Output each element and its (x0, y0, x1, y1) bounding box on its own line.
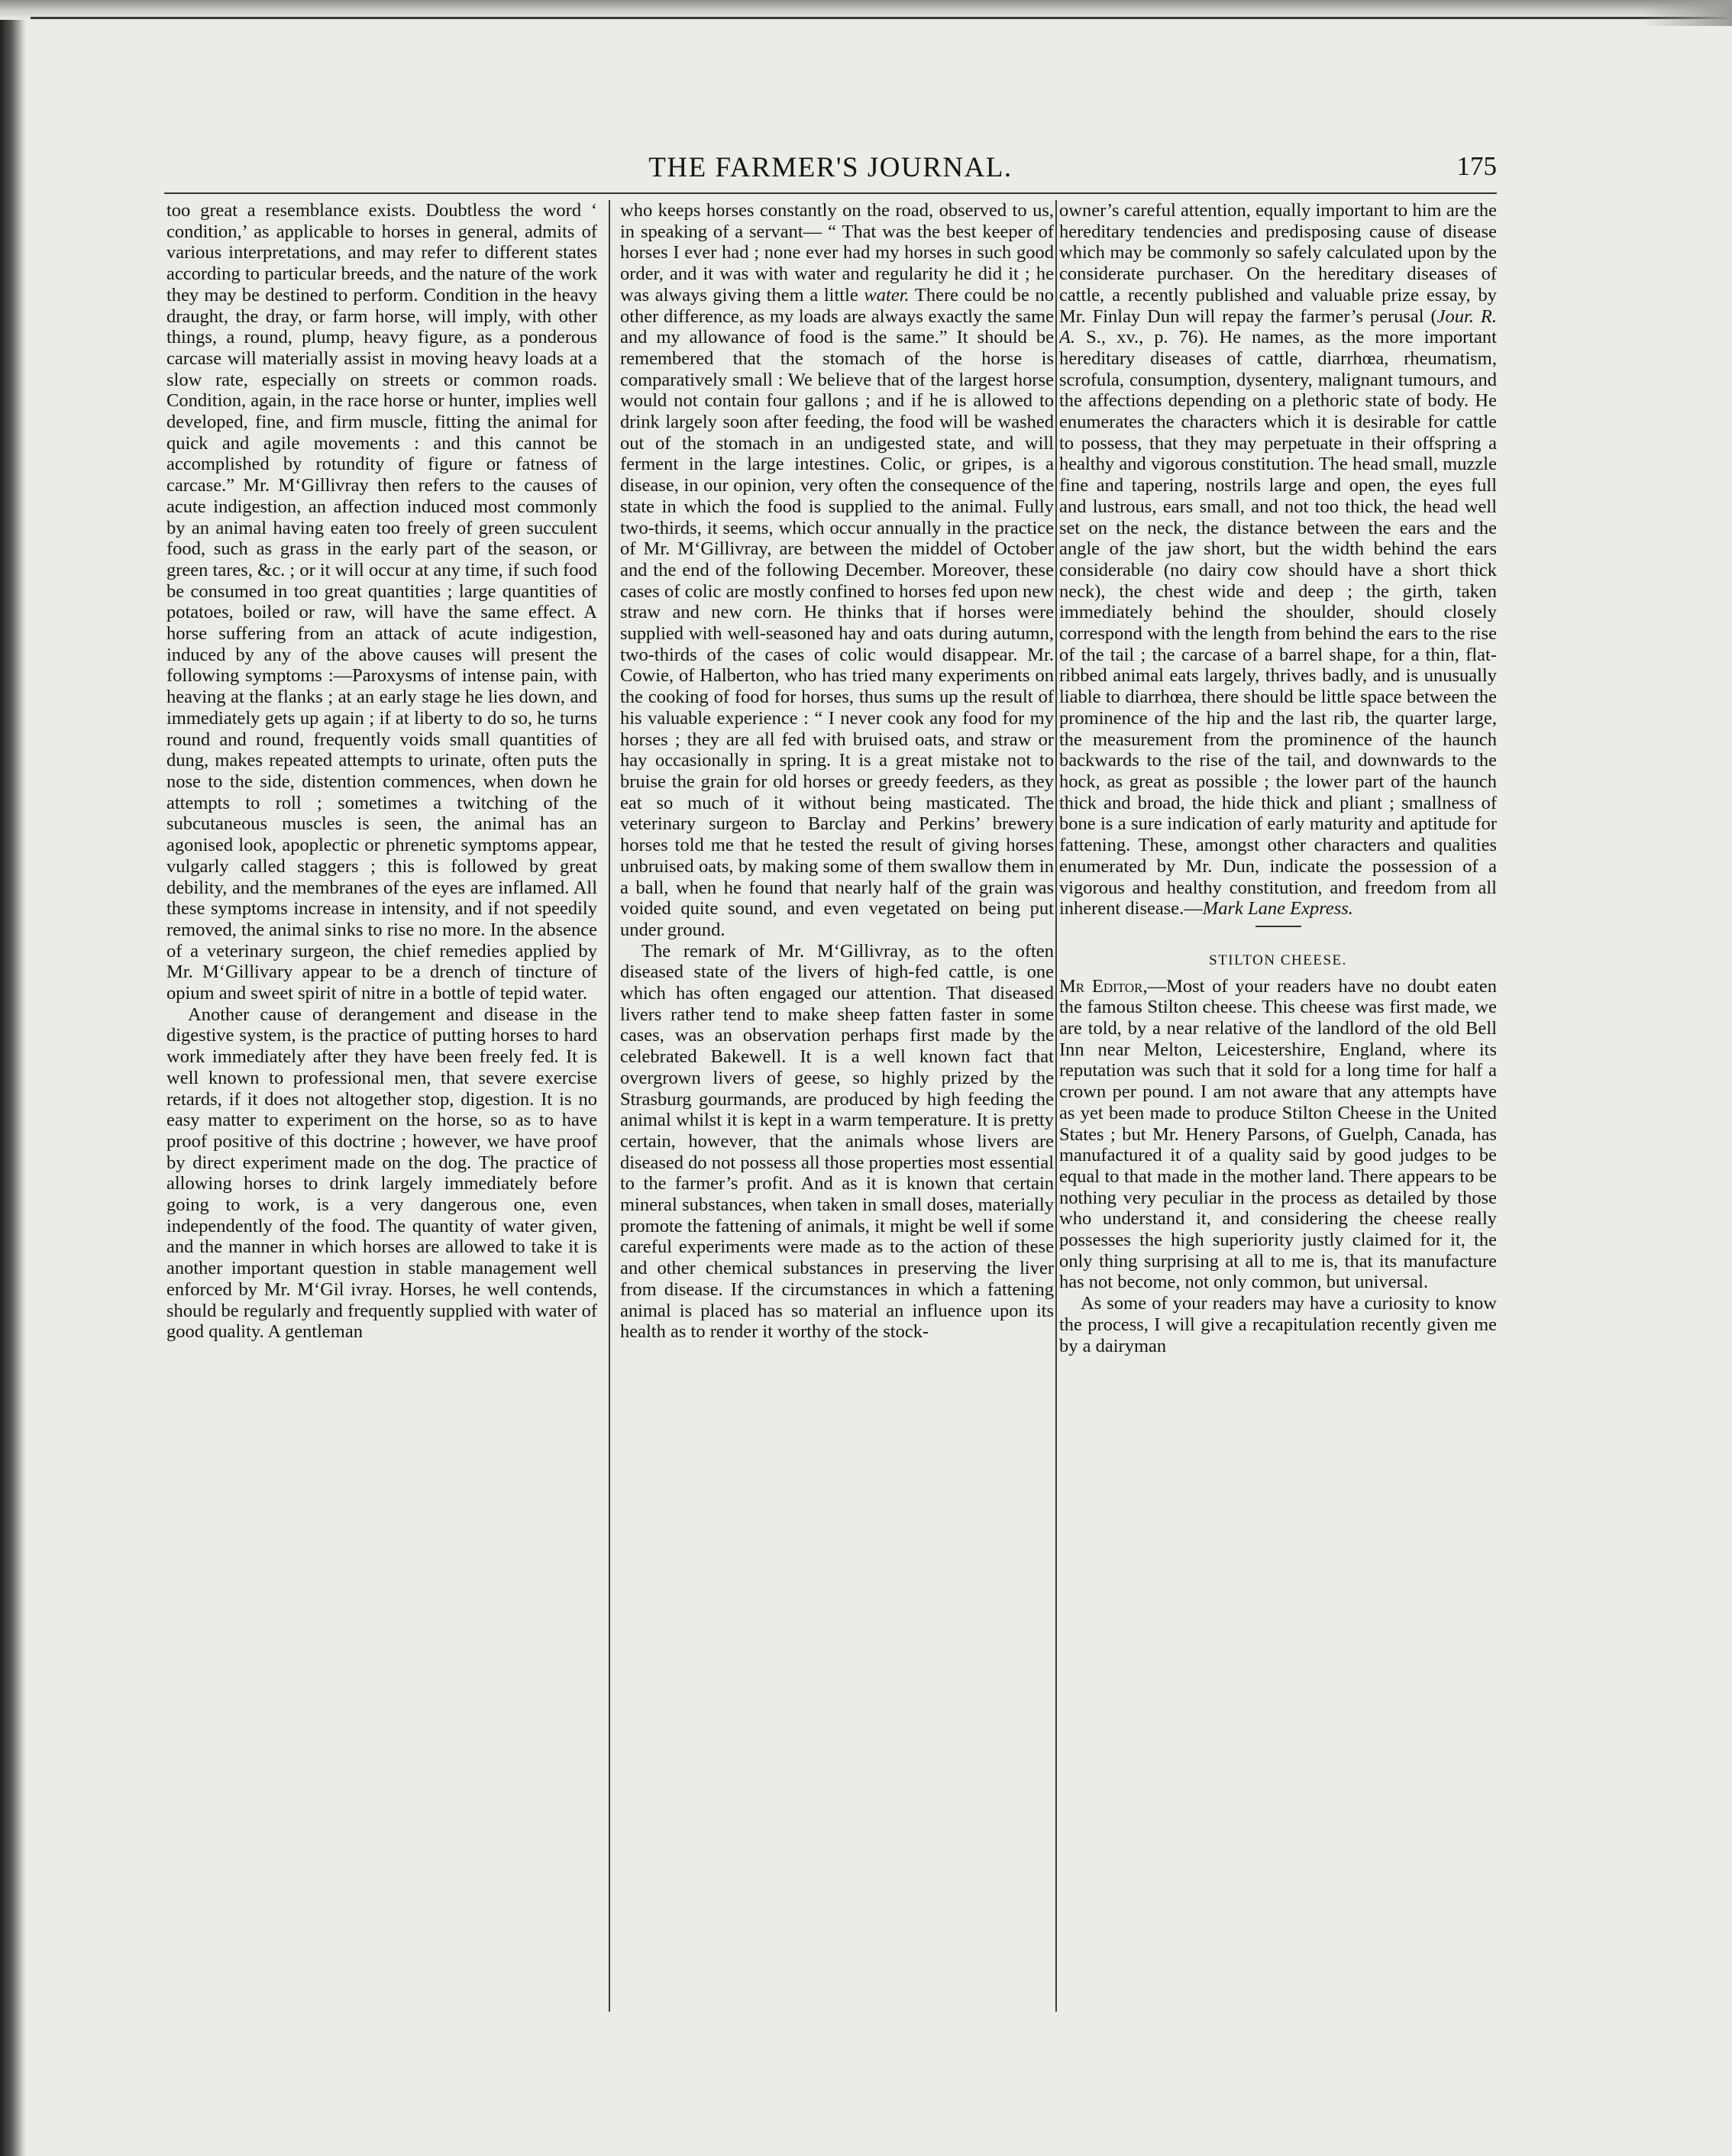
letter-paragraph (1059, 976, 1497, 1294)
body-paragraph: too great a resemblance exists. Doubtless the word ‘ condition,’ as applicable to horses in general, admits of various interpretations, and may refer to different states according to particular breeds, and the nature of the work they may be destined to perform. Condition in the heavy draught, the dray, or farm horse, will imply, with other things, a round, plump, heavy figure, as a ponderous carcase will materially assist in moving heavy loads at a slow rate, especially on streets or common roads. Condition, again, in the race horse or hunter, implies well developed, fine, and firm muscle, fitting the animal for quick and agile movements : and this cannot be accomplished by rotundity of figure or fatness of carcase.” Mr. M‘Gillivray then refers to the causes of acute indigestion, an affection induced most commonly by an animal having eaten too freely of green succulent food, such as grass in the early part of the season, or green tares, &c. ; or it will occur at any time, if such food be consumed in too great quantities ; large quantities of potatoes, boiled or raw, will have the same effect. A horse suffering from an attack of acute indigestion, induced by any of the above causes will present the following symptoms :—Paroxysms of intense pain, with heaving at the flanks ; at an early stage he lies down, and immediately gets up again ; if at liberty to do so, he turns round and round, frequently voids small quantities of dung, makes repeated attempts to urinate, often puts the nose to the side, distention commences, when down he attempts to roll ; sometimes a twitching of the subcutaneous muscles is seen, the animal has an agonised look, apoplectic or phrenetic symptoms appear, vulgarly called staggers ; this is followed by great debility, and the membranes of the eyes are inflamed. All these symptoms increase in intensity, and if not speedily removed, the animal sinks to rise no more. In the absence of a veterinary surgeon, the chief remedies applied by Mr. M‘Gillivary appear to be a drench of tincture of opium and sweet spirit of nitre in a bottle of tepid water. (166, 200, 597, 1004)
paragraph-text: who keeps horses constantly on the road, observed to us, in speaking of a servant— “ That was the best keeper of horses I ever had ; none ever had my horses in such good order, and it was with water and regularity he did it ; he was always giving them a little (620, 200, 1054, 305)
salutation: Mr Editor, (1059, 975, 1148, 997)
section-separator (1255, 926, 1301, 927)
scan-corner-shadow (1640, 0, 1732, 26)
italic-text: water. (864, 284, 910, 305)
journal-title: THE FARMER'S JOURNAL. (648, 152, 1013, 183)
column-divider (609, 200, 610, 2012)
page-number: 175 (1456, 151, 1497, 181)
body-paragraph: Another cause of derangement and disease in the digestive system, is the practice of putting horses to hard work immediately after they have been freely fed. It is well known to professional men, that severe exercise retards, if it does not altogether stop, digestion. It is no easy matter to experiment on the horse, so as to have proof positive of this doctrine ; however, we have proof by direct experiment made on the dog. The practice of allowing horses to drink largely immediately before going to work, is a very dangerous one, even independently of the food. The quantity of water given, and the manner in which horses are allowed to take it is another important question in stable management well enforced by Mr. M‘Gil ivray. Horses, he well contends, should be regularly and frequently supplied with water of good quality. A gentleman (166, 1004, 597, 1343)
column-3 (1059, 200, 1497, 2010)
italic-citation: Jour. R. A. (1059, 305, 1497, 348)
scan-left-edge (0, 0, 26, 2156)
header-rule (164, 192, 1497, 194)
paragraph-text: owner’s careful attention, equally important to him are the hereditary tendencies and predisposing cause of disease which may be commonly so safely calculated upon by the considerate purchaser. On the hereditary diseases of cattle, a recently published and valuable prize essay, by Mr. Finlay Dun will repay the farmer’s perusal ( (1059, 200, 1497, 327)
body-paragraph (620, 200, 1054, 941)
paragraph-text: —Most of your readers have no doubt eaten the famous Stilton cheese. This cheese was first made, we are told, by a near relative of the landlord of the old Bell Inn near Melton, Leicestershire, England, where its reputation was such that it sold for a long time for half a crown per pound. I am not aware that any attempts have as yet been made to produce Stilton Cheese in the United States ; but Mr. Henery Parsons, of Guelph, Canada, has manufactured it of a quality said by good judges to be equal to that made in the mother land. There appears to be nothing very peculiar in the process as detailed by those who understand it, and considering the cheese really possesses the high superiority justly claimed for it, the only thing surprising at all to me is, that its manufacture has not become, not only common, but universal. (1059, 975, 1497, 1293)
paragraph-text: There could be no other difference, as my loads are always exactly the same and my allowance of food is the same.” It should be remembered that the stomach of the horse is comparatively small : We believe that of the largest horse would not contain four gallons ; and if he is allowed to drink largely soon after feeding, the food will be washed out of the stomach in an undigested state, and will ferment in the large intestines. Colic, or gripes, is a disease, in our opinion, very often the consequence of the state in which the food is supplied to the animal. Fully two-thirds, it seems, which occur annually in the practice of Mr. M‘Gillivray, are between the middel of October and the end of the following December. Moreover, these cases of colic are mostly confined to horses fed upon new straw and new corn. He thinks that if horses were supplied with well-seasoned hay and oats during autumn, two-thirds of the cases of colic would disappear. Mr. Cowie, of Halberton, who has tried many experiments on the cooking of food for horses, thus sums up the result of his valuable experience : “ I never cook any food for my horses ; they are all fed with bruised oats, and straw or hay occasionally in spring. It is a great mistake not to bruise the grain for old horses or greedy feeders, as they eat so much of it without being masticated. The veterinary surgeon to Barclay and Perkins’ brewery horses told me that he tested the result of giving horses unbruised oats, by making some of them swallow them in a ball, when he found that nearly half of the grain was voided quite sound, and even vegetated on being put under ground. (620, 284, 1054, 940)
paragraph-text: S., xv., p. 76). He names, as the more important hereditary diseases of cattle, diarrhœa, rheumatism, scrofula, consumption, dysentery, malignant tumours, and the affections depending on a plethoric state of body. He enumerates the characters which it is desirable for cattle to possess, that they may perpetuate in their offspring a healthy and vigorous constitution. The head small, muzzle fine and tapering, nostrils large and open, the eyes full and lustrous, ears small, and not too thick, the head well set on the neck, the distance between the ears and the angle of the jaw short, but the width behind the ears considerable (no dairy cow should have a short thick neck), the chest wide and deep ; the girth, taken immediately behind the shoulder, should closely correspond with the length from behind the ears to the rise of the tail ; the carcase of a barrel shape, for a thin, flat-ribbed animal eats largely, thrives badly, and is unusually liable to diarrhœa, there should be little space between the prominence of the hip and the last rib, the quarter large, the measurement from the prominence of the haunch backwards to the rise of the tail, and downwards to the hock, as great as possible ; the lower part of the haunch thick and broad, the hide thick and pliant ; smallness of bone is a sure indication of early maturity and aptitude for fattening. These, amongst other characters and qualities enumerated by Mr. Dun, indicate the possession of a vigorous and healthy constitution, and freedom from all inherent disease.— (1059, 327, 1497, 920)
column-divider (1055, 200, 1057, 2012)
source-credit: Mark Lane Express. (1202, 898, 1353, 920)
section-heading: STILTON CHEESE. (1209, 952, 1347, 968)
column-1 (166, 200, 597, 2010)
body-paragraph (1059, 200, 1497, 920)
letter-paragraph: As some of your readers may have a curiosity to know the process, I will give a recapitulation recently given me by a dairyman (1059, 1293, 1497, 1356)
column-2 (620, 200, 1054, 2010)
scan-top-rule (31, 17, 1727, 19)
running-header (164, 151, 1497, 191)
body-paragraph: The remark of Mr. M‘Gillivray, as to the often diseased state of the livers of high-fed cattle, is one which has often engaged our attention. That diseased livers rather tend to make sheep fatten faster in some cases, was an observation perhaps first made by the celebrated Bakewell. It is a well known fact that overgrown livers of geese, so highly prized by the Strasburg gourmands, are produced by high feeding the animal whilst it is kept in a warm temperature. It is pretty certain, however, that the animals whose livers are diseased do not possess all those properties most essential to the farmer’s profit. And as it is known that certain mineral substances, when taken in small doses, materially promote the fattening of animals, it might be well if some careful experiments were made as to the action of these and other chemical substances in preserving the liver from disease. If the circumstances in which a fattening animal is placed has so material an influence upon its health as to render it worthy of the stock- (620, 940, 1054, 1343)
